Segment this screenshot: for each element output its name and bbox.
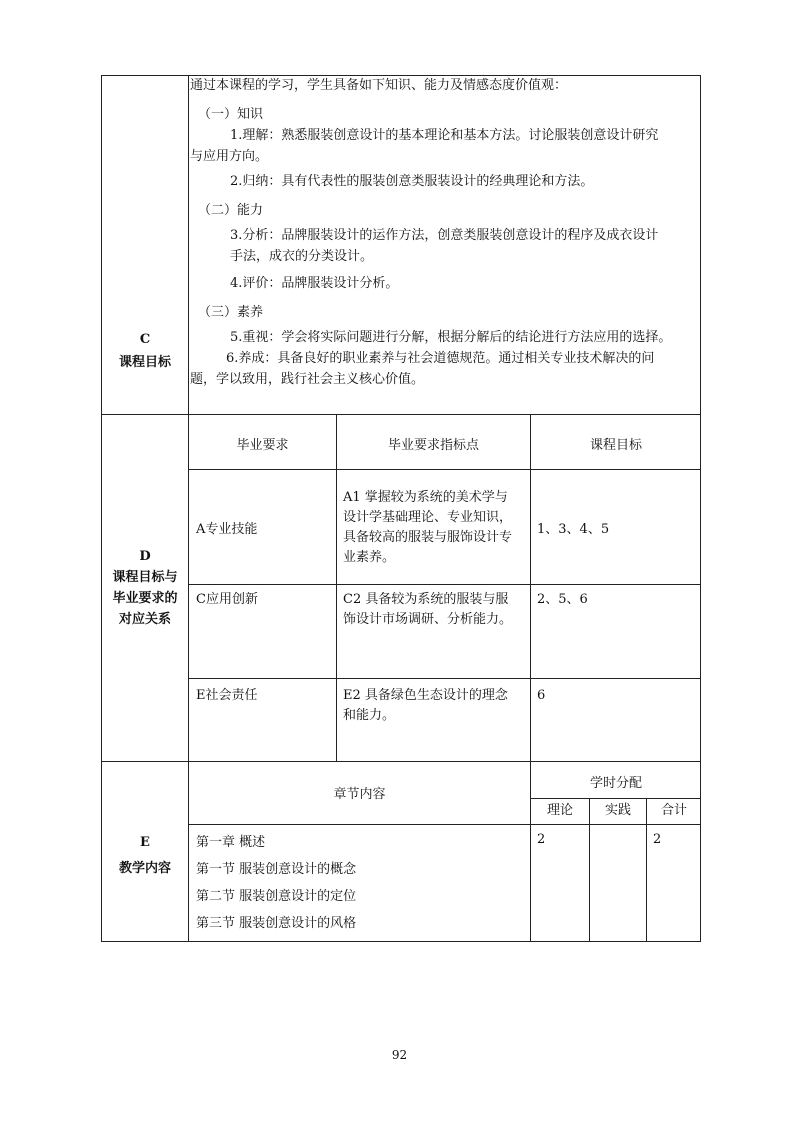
indicator-1-line1: A1 掌握较为系统的美术学与 bbox=[343, 490, 508, 505]
header-practice: 实践 bbox=[604, 803, 631, 818]
list-item: 第一节 服装创意设计的概念 bbox=[196, 862, 357, 877]
objective-2: 2.归纳：具有代表性的服装创意类服装设计的经典理论和方法。 bbox=[230, 174, 594, 189]
section-d-letter: D bbox=[139, 549, 151, 564]
e-header-bottom bbox=[188, 824, 701, 825]
indicator-1-line3: 具备较高的服装与服饰设计专 bbox=[343, 530, 513, 545]
d-row-divider-3 bbox=[188, 678, 701, 679]
section-c-label bbox=[101, 330, 189, 373]
section-c-letter: C bbox=[139, 332, 151, 347]
quality-heading: （三）素养 bbox=[198, 305, 264, 320]
section-d-title-2: 毕业要求的 bbox=[112, 591, 178, 606]
section-e-label bbox=[101, 830, 189, 882]
objective-6-line2: 题，学以致用，践行社会主义核心价值。 bbox=[190, 372, 425, 387]
d-row-divider-1 bbox=[188, 469, 701, 470]
ability-heading: （二）能力 bbox=[198, 203, 264, 218]
theory-hours: 2 bbox=[537, 832, 546, 847]
section-d-label bbox=[101, 546, 189, 630]
header-chapter-content: 章节内容 bbox=[333, 787, 386, 802]
objective-6-line1: 6.养成：具备良好的职业素养与社会道德规范。通过相关专业技术解决的问 bbox=[226, 351, 655, 366]
indicator-2-line1: C2 具备较为系统的服装与服 bbox=[343, 592, 509, 607]
header-graduation-requirement: 毕业要求 bbox=[236, 438, 289, 453]
d-row-divider-2 bbox=[188, 584, 701, 585]
chapter-list bbox=[196, 829, 356, 937]
table-row-3-goal: 6 bbox=[537, 688, 546, 703]
header-total: 合计 bbox=[660, 803, 687, 818]
e-hours-divider bbox=[530, 798, 701, 799]
section-d-bottom bbox=[101, 761, 701, 762]
header-hours-allocation: 学时分配 bbox=[589, 776, 642, 791]
table-row-2-indicator bbox=[343, 590, 529, 630]
objective-1-line2: 与应用方向。 bbox=[190, 149, 269, 164]
d-col-divider-2 bbox=[530, 414, 531, 761]
section-e-letter: E bbox=[140, 835, 150, 850]
section-c-title: 课程目标 bbox=[118, 355, 171, 370]
page-number: 92 bbox=[391, 1048, 408, 1062]
section-c-bottom bbox=[101, 414, 701, 415]
list-item: 第三节 服装创意设计的风格 bbox=[196, 916, 357, 931]
knowledge-heading: （一）知识 bbox=[198, 107, 264, 122]
header-requirement-indicator: 毕业要求指标点 bbox=[387, 438, 479, 453]
objective-5: 5.重视：学会将实际问题进行分解，根据分解后的结论进行方法应用的选择。 bbox=[230, 330, 672, 345]
list-item: 第二节 服装创意设计的定位 bbox=[196, 889, 357, 904]
d-col-divider-1 bbox=[336, 414, 337, 761]
table-row-3-indicator bbox=[343, 686, 529, 726]
objective-1-line1: 1.理解：熟悉服装创意设计的基本理论和基本方法。讨论服装创意设计研究 bbox=[230, 128, 659, 143]
indicator-3-line1: E2 具备绿色生态设计的理念 bbox=[343, 688, 508, 703]
header-course-goal: 课程目标 bbox=[589, 438, 642, 453]
table-row-1-indicator bbox=[343, 488, 529, 568]
list-item: 第一章 概述 bbox=[196, 835, 266, 850]
table-row-1-requirement: A专业技能 bbox=[196, 522, 258, 537]
total-hours: 2 bbox=[653, 832, 662, 847]
indicator-3-line2: 和能力。 bbox=[343, 708, 396, 723]
indicator-2-line2: 饰设计市场调研、分析能力。 bbox=[343, 612, 513, 627]
table-row-2-goal: 2、5、6 bbox=[537, 592, 588, 607]
table-row-1-goal: 1、3、4、5 bbox=[537, 522, 610, 537]
table-row-2-requirement: C应用创新 bbox=[196, 592, 258, 607]
label-divider bbox=[188, 75, 189, 942]
table-row-3-requirement: E社会责任 bbox=[196, 688, 258, 703]
objectives-intro: 通过本课程的学习，学生具备如下知识、能力及情感态度价值观： bbox=[190, 78, 568, 93]
objective-4: 4.评价：品牌服装设计分析。 bbox=[230, 276, 399, 291]
objective-3-line1: 3.分析：品牌服装设计的运作方法，创意类服装创意设计的程序及成衣设计 bbox=[230, 228, 659, 243]
indicator-1-line2: 设计学基础理论、专业知识， bbox=[343, 510, 513, 525]
section-d-title-1: 课程目标与 bbox=[112, 570, 178, 585]
header-theory: 理论 bbox=[546, 803, 573, 818]
course-objectives-text bbox=[190, 76, 700, 390]
objective-3-line2: 手法，成衣的分类设计。 bbox=[230, 249, 374, 264]
section-e-title: 教学内容 bbox=[118, 861, 171, 876]
indicator-1-line4: 业素养。 bbox=[343, 550, 396, 565]
section-d-title-3: 对应关系 bbox=[118, 612, 171, 627]
